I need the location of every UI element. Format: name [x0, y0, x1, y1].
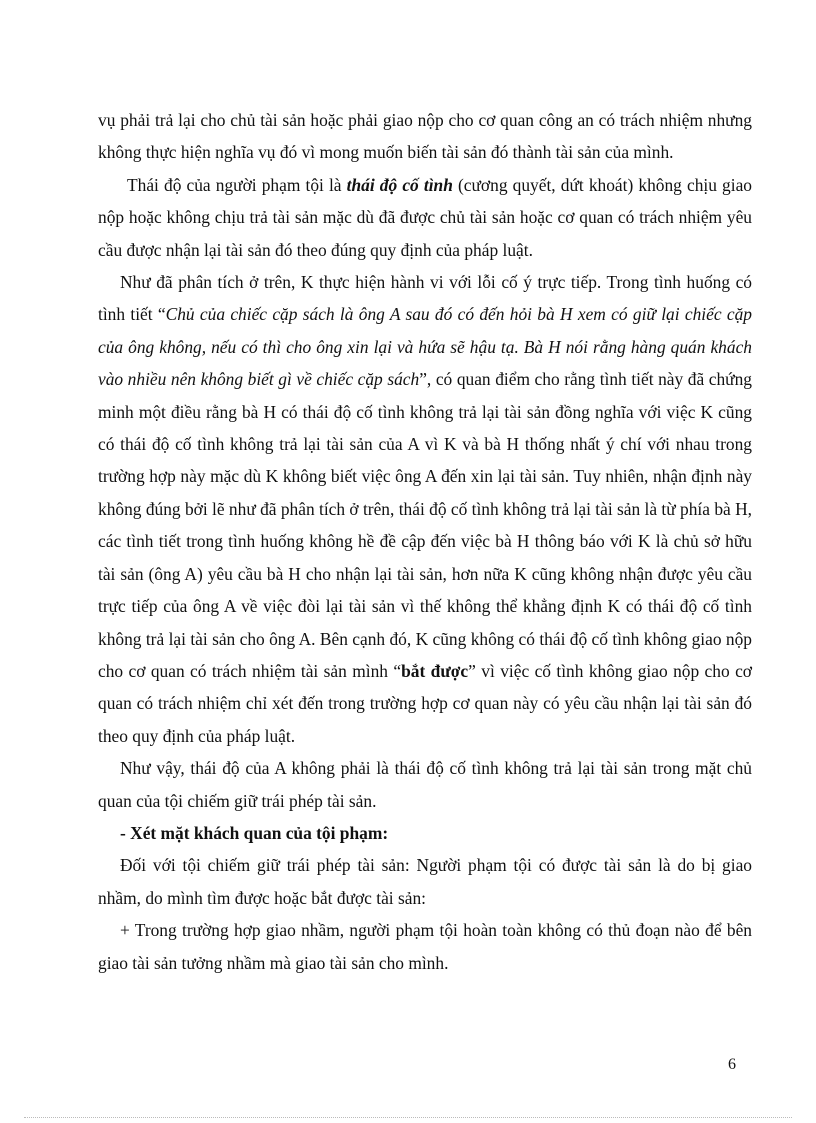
section-heading: - Xét mặt khách quan của tội phạm: [120, 822, 389, 843]
paragraph-3-quote: Chủ của chiếc cặp sách là ông A sau đó có đến hỏi bà H xem có giữ lại chiếc cặp của ông không, nếu có thì cho ông xin lại và hứa sẽ hậu tạ. Bà H nói rằng hàng quán khách vào nhiều nên không biết gì về chiếc cặp sách [98, 304, 752, 390]
paragraph-3-text-b: ”, có quan điểm cho rằng tình tiết này đã chứng minh một điều rằng bà H có thái độ cố tình không trả lại tài sản đồng nghĩa với việc K cũng có thái độ cố tình không trả lại tài sản của A vì K và bà H thống nhất ý chí với nhau trong trường hợp này mặc dù K không biết việc ông A đến xin lại tài sản. Tuy nhiên, nhận định này không đúng bởi lẽ như đã phân tích ở trên, thái độ cố tình không trả lại tài sản là từ phía bà H, các tình tiết trong tình huống không hề đề cập đến việc bà H thông báo với K là chủ sở hữu tài sản (ông A) yêu cầu bà H cho nhận lại tài sản, hơn nữa K cũng không nhận được yêu cầu trực tiếp của ông A về việc đòi lại tài sản vì thế không thể khẳng định K có thái độ cố tình không trả lại tài sản cho ông A. Bên cạnh đó, K cũng không có thái độ cố tình không giao nộp cho cơ quan có trách nhiệm tài sản mình “ [98, 369, 752, 681]
paragraph-2-emphasis: thái độ cố tình [346, 174, 453, 195]
paragraph-5: Đối với tội chiếm giữ trái phép tài sản: Người phạm tội có được tài sản là do bị giao nhầm, do mình tìm được hoặc bắt được tài sản: [98, 855, 752, 908]
paragraph-1: vụ phải trả lại cho chủ tài sản hoặc phải giao nộp cho cơ quan công an có trách nhiệm nhưng không thực hiện nghĩa vụ đó vì mong muốn biến tài sản đó thành tài sản của mình. [98, 110, 752, 163]
paragraph-3-text-a: Như đã phân tích ở trên, K thực hiện hành vi với lỗi cố ý trực tiếp. Trong tình huống có tình tiết “ [98, 272, 752, 325]
page-bottom-divider [24, 1117, 792, 1118]
paragraph-3 [98, 266, 752, 752]
paragraph-2-text-a: Thái độ của người phạm tội là [127, 174, 347, 195]
paragraph-6: + Trong trường hợp giao nhầm, người phạm tội hoàn toàn không có thủ đoạn nào để bên giao tài sản tưởng nhầm mà giao tài sản cho mình. [98, 920, 752, 973]
paragraph-2-text-b: (cương quyết, dứt khoát) không chịu giao nộp hoặc không chịu trả tài sản mặc dù đã được chủ tài sản hoặc cơ quan có trách nhiệm yêu cầu được nhận lại tài sản đó theo đúng quy định của pháp luật. [98, 174, 752, 260]
paragraph-3-bold: bắt được [401, 660, 469, 681]
paragraph-4: Như vậy, thái độ của A không phải là thái độ cố tình không trả lại tài sản trong mặt chủ quan của tội chiếm giữ trái phép tài sản. [98, 758, 752, 811]
paragraph-3-text-c: ” vì việc cố tình không giao nộp cho cơ quan có trách nhiệm chỉ xét đến trong trường hợp cơ quan này có yêu cầu nhận lại tài sản đó theo quy định của pháp luật. [98, 660, 752, 746]
document-body [98, 104, 752, 979]
page-number: 6 [728, 1056, 736, 1073]
paragraph-2 [98, 169, 752, 266]
